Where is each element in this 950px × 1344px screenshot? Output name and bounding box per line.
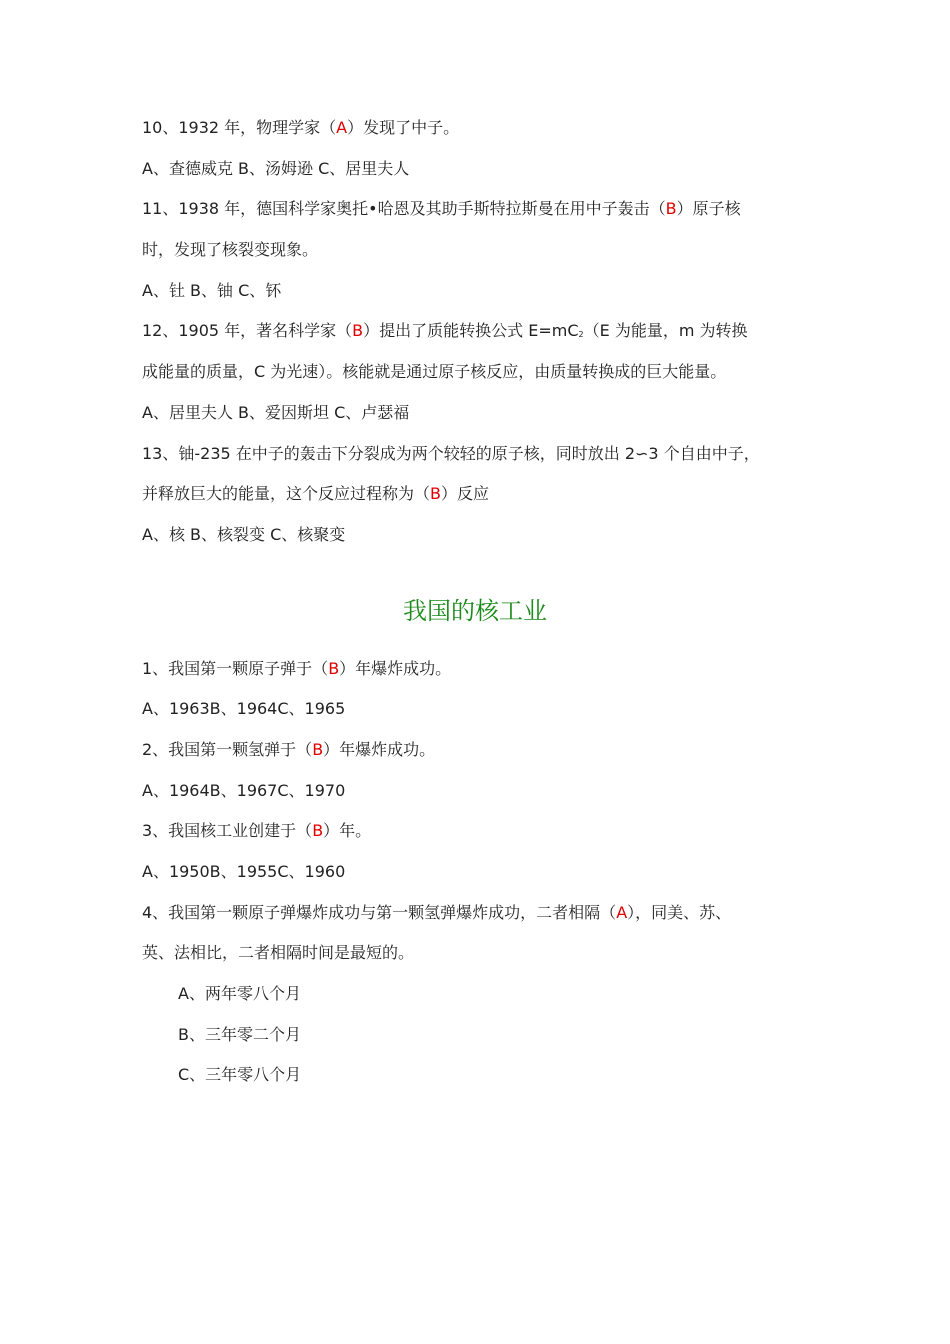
question-2-options: A、1964B、1967C、1970 [142,780,346,800]
answer-mark: B [430,484,441,504]
question-1-options: A、1963B、1964C、1965 [142,699,346,719]
question-12: 12、1905 年，著名科学家（B）提出了质能转换公式 E=mC2（E 为能量，m 为转换 [142,321,748,341]
question-3-options: A、1950B、1955C、1960 [142,862,346,881]
answer-mark: A [336,118,348,137]
question-4: 4、我国第一颗原子弹爆炸成功与第一颗氢弹爆炸成功，二者相隔（A），同美、苏、 [142,902,732,922]
question-4-continued: 英、法相比，二者相隔时间是最短的。 [142,943,415,963]
question-13: 13、铀-235 在中子的轰击下分裂成为两个较轻的原子核，同时放出 2∽3 个自由中子， [142,443,760,463]
question-12-options: A、居里夫人 B、爱因斯坦 C、卢瑟福 [142,402,410,422]
formula-subscript: 2 [578,330,584,340]
document-body [142,108,822,1096]
question-4-option-b: B、三年零二个月 [178,1024,301,1044]
question-11-options: A、钍 B、铀 C、钚 [142,280,282,300]
question-10-options: A、查德威克 B、汤姆逊 C、居里夫人 [142,158,410,178]
question-2: 2、我国第一颗氢弹于（B）年爆炸成功。 [142,739,436,759]
answer-mark: B [312,739,324,759]
section-heading: 我国的核工业 [403,596,547,625]
question-4-option-a: A、两年零八个月 [178,984,301,1004]
question-10: 10、1932 年，物理学家（A）发现了中子。 [142,118,460,137]
question-1: 1、我国第一颗原子弹于（B）年爆炸成功。 [142,658,452,678]
answer-mark: A [616,902,628,922]
question-12-continued: 成能量的质量，C 为光速）。核能就是通过原子核反应，由质量转换成的巨大能量。 [142,362,727,382]
question-13-options: A、核 B、核裂变 C、核聚变 [142,524,346,544]
question-4-option-c: C、三年零八个月 [178,1065,302,1085]
answer-mark: B [328,658,340,678]
question-3: 3、我国核工业创建于（B）年。 [142,821,372,841]
question-11-continued: 时，发现了核裂变现象。 [142,240,319,260]
question-11: 11、1938 年，德国科学家奥托•哈恩及其助手斯特拉斯曼在用中子轰击（B）原子核 [142,199,741,219]
answer-mark: B [352,321,364,341]
answer-mark: B [665,199,677,219]
answer-mark: B [312,821,324,841]
question-13-continued: 并释放巨大的能量，这个反应过程称为（B）反应 [142,484,490,504]
